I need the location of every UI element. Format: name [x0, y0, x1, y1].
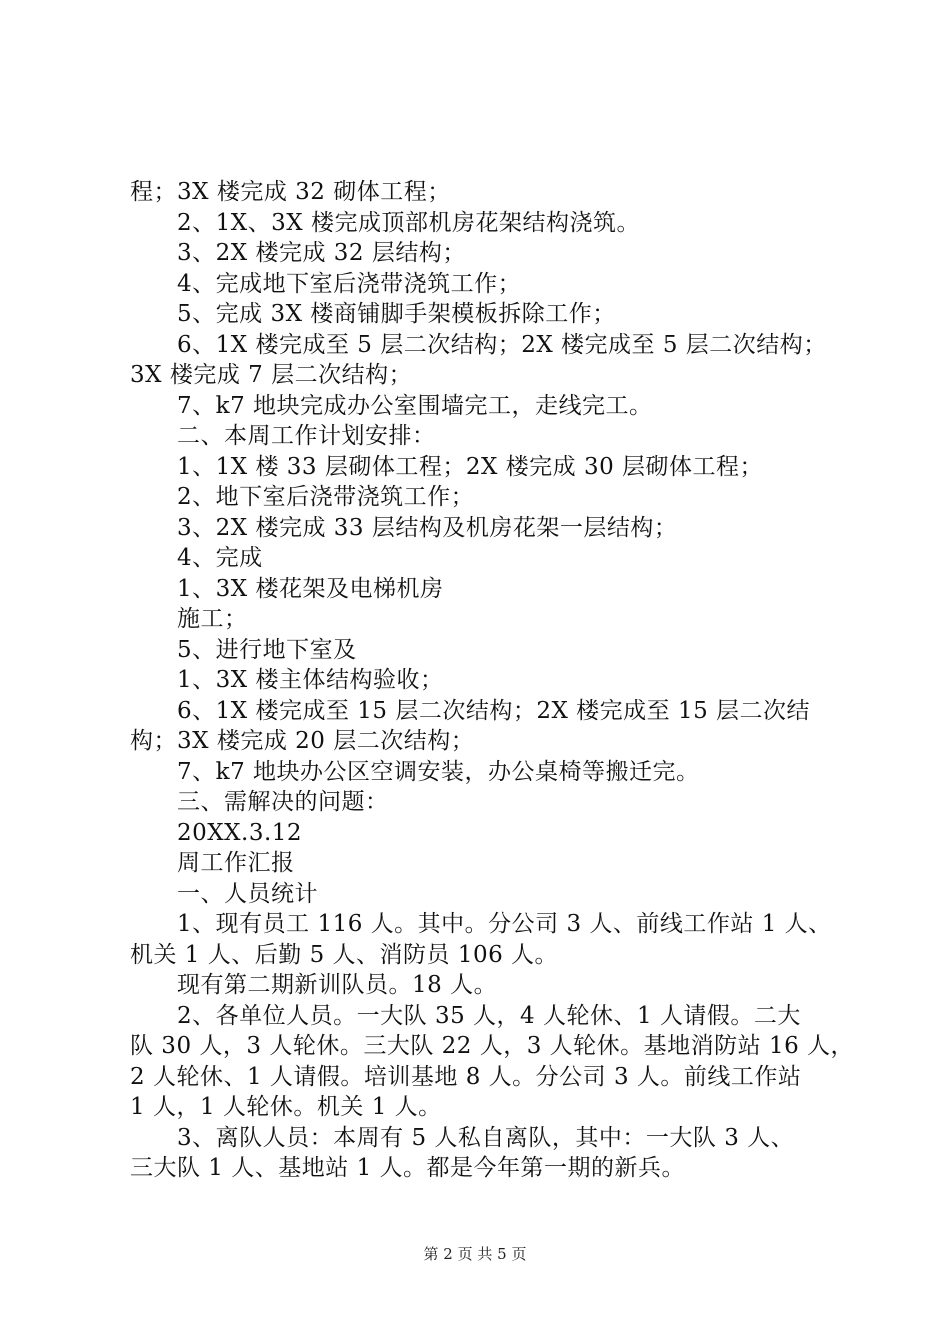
text-line: 现有第二期新训队员。18 人。: [130, 972, 498, 998]
text-line: 6、1X 楼完成至 5 层二次结构；2X 楼完成至 5 层二次结构；: [130, 332, 827, 358]
page-footer: 第 2 页 共 5 页: [423, 1245, 527, 1263]
text-line: 5、进行地下室及: [130, 637, 357, 663]
text-line: 4、完成: [130, 545, 263, 571]
text-line: 2 人轮休、1 人请假。培训基地 8 人。分公司 3 人。前线工作站: [130, 1064, 802, 1090]
text-line: 3、2X 楼完成 32 层结构；: [130, 240, 466, 266]
text-line: 7、k7 地块办公区空调安装，办公桌椅等搬迁完。: [130, 759, 700, 785]
report-title: 周工作汇报: [130, 850, 295, 876]
text-line: 队 30 人，3 人轮休。三大队 22 人，3 人轮休。基地消防站 16 人，: [130, 1033, 855, 1059]
text-line: 施工；: [130, 606, 248, 632]
text-line: 1、1X 楼 33 层砌体工程；2X 楼完成 30 层砌体工程；: [130, 454, 764, 480]
text-line: 7、k7 地块完成办公室围墙完工，走线完工。: [130, 393, 653, 419]
text-line: 3、2X 楼完成 33 层结构及机房花架一层结构；: [130, 515, 678, 541]
text-line: 机关 1 人、后勤 5 人、消防员 106 人。: [130, 942, 559, 968]
section-heading: 一、人员统计: [130, 881, 318, 907]
text-line: 4、完成地下室后浇带浇筑工作；: [130, 271, 522, 297]
text-line: 3X 楼完成 7 层二次结构；: [130, 362, 413, 388]
text-line: 2、地下室后浇带浇筑工作；: [130, 484, 475, 510]
text-line: 三大队 1 人、基地站 1 人。都是今年第一期的新兵。: [130, 1155, 686, 1181]
text-line: 2、各单位人员。一大队 35 人，4 人轮休、1 人请假。二大: [130, 1003, 801, 1029]
text-line: 1、3X 楼花架及电梯机房: [130, 576, 444, 602]
text-line: 构；3X 楼完成 20 层二次结构；: [130, 728, 475, 754]
text-line: 1、现有员工 116 人。其中。分公司 3 人、前线工作站 1 人、: [130, 911, 832, 937]
section-heading: 二、本周工作计划安排：: [130, 423, 436, 449]
section-heading: 三、需解决的问题：: [130, 789, 389, 815]
text-line: 1、3X 楼主体结构验收；: [130, 667, 444, 693]
text-line: 程；3X 楼完成 32 砌体工程；: [130, 179, 451, 205]
text-line: 3、离队人员：本周有 5 人私自离队，其中：一大队 3 人、: [130, 1125, 795, 1151]
date-line: 20XX.3.12: [130, 820, 303, 846]
text-line: 2、1X、3X 楼完成顶部机房花架结构浇筑。: [130, 210, 640, 236]
text-line: 5、完成 3X 楼商铺脚手架模板拆除工作；: [130, 301, 616, 327]
text-line: 6、1X 楼完成至 15 层二次结构；2X 楼完成至 15 层二次结: [130, 698, 811, 724]
text-line: 1 人，1 人轮休。机关 1 人。: [130, 1094, 442, 1120]
